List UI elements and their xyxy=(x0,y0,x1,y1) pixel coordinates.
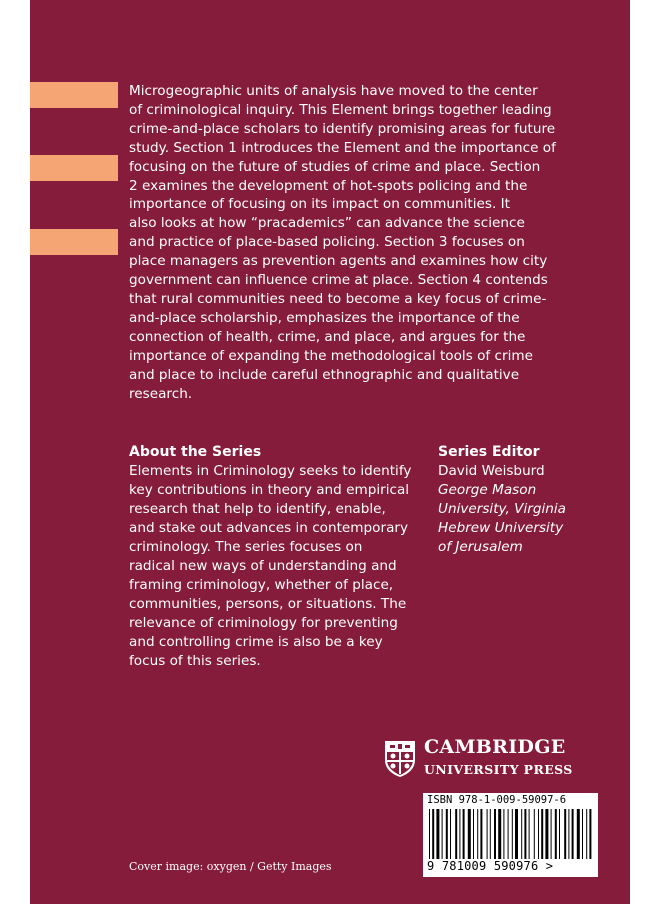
accent-bar xyxy=(30,229,118,255)
editor-name: David Weisburd xyxy=(438,463,545,479)
blurb-line: connection of health, crime, and place, and argues for the xyxy=(129,328,526,345)
blurb-line: Microgeographic units of analysis have moved to the center xyxy=(129,83,538,99)
about-line: focus of this series. xyxy=(129,653,261,669)
accent-bar xyxy=(30,155,118,181)
cambridge-crest-icon xyxy=(384,740,416,778)
about-line: communities, persons, or situations. The xyxy=(129,596,407,612)
about-line: research that help to identify, enable, xyxy=(129,501,386,517)
barcode-bars xyxy=(427,809,593,859)
blurb-line: importance of expanding the methodological tools of crime xyxy=(129,347,533,364)
series-editor-section xyxy=(438,443,628,557)
isbn-barcode xyxy=(423,793,598,877)
blurb-paragraph xyxy=(129,82,599,403)
blurb-line: that rural communities need to become a key focus of crime- xyxy=(129,290,547,307)
blurb-line: study. Section 1 introduces the Element and the importance of xyxy=(129,139,556,156)
back-cover xyxy=(30,0,630,904)
blurb-line: research. xyxy=(129,385,193,402)
blurb-line: 2 examines the development of hot-spots policing and the xyxy=(129,177,528,194)
publisher-name: CAMBRIDGE xyxy=(424,736,566,758)
blurb-line: and practice of place-based policing. Section 3 focuses on xyxy=(129,234,525,251)
editor-affiliation: University, Virginia xyxy=(438,501,566,517)
editor-affiliation: of Jerusalem xyxy=(438,539,523,555)
publisher-logo xyxy=(384,736,584,784)
accent-bar xyxy=(30,82,118,108)
blurb-line: of criminological inquiry. This Element brings together leading xyxy=(129,101,552,118)
about-line: and stake out advances in contemporary xyxy=(129,520,409,536)
about-line: radical new ways of understanding and xyxy=(129,558,397,574)
blurb-line: and place to include careful ethnographic and qualitative xyxy=(129,366,520,383)
series-editor-heading: Series Editor xyxy=(438,444,540,460)
cover-image-credit: Cover image: oxygen / Getty Images xyxy=(129,860,332,873)
blurb-line: and-place scholarship, emphasizes the importance of the xyxy=(129,309,520,326)
blurb-line: government can influence crime at place. Section 4 contends xyxy=(129,272,548,289)
isbn-label: ISBN 978-1-009-59097-6 xyxy=(427,794,567,806)
about-line: criminology. The series focuses on xyxy=(129,539,363,555)
publisher-subname: UNIVERSITY PRESS xyxy=(424,762,573,777)
about-series-section xyxy=(129,443,419,671)
editor-affiliation: George Mason xyxy=(438,482,537,498)
about-line: key contributions in theory and empirical xyxy=(129,482,410,498)
blurb-line: focusing on the future of studies of crime and place. Section xyxy=(129,158,541,175)
about-line: Elements in Criminology seeks to identify xyxy=(129,463,412,479)
about-series-text xyxy=(129,462,419,671)
barcode-digits: 9 781009 590976 > xyxy=(427,859,554,873)
editor-affiliation: Hebrew University xyxy=(438,520,564,536)
blurb-line: crime-and-place scholars to identify promising areas for future xyxy=(129,120,556,137)
blurb-line: importance of focusing on its impact on communities. It xyxy=(129,196,510,213)
about-line: relevance of criminology for preventing xyxy=(129,615,398,631)
about-line: framing criminology, whether of place, xyxy=(129,577,394,593)
about-series-heading: About the Series xyxy=(129,444,262,460)
about-line: and controlling crime is also be a key xyxy=(129,634,383,650)
blurb-line: also looks at how “pracademics” can advance the science xyxy=(129,215,525,232)
blurb-line: place managers as prevention agents and examines how city xyxy=(129,253,548,270)
